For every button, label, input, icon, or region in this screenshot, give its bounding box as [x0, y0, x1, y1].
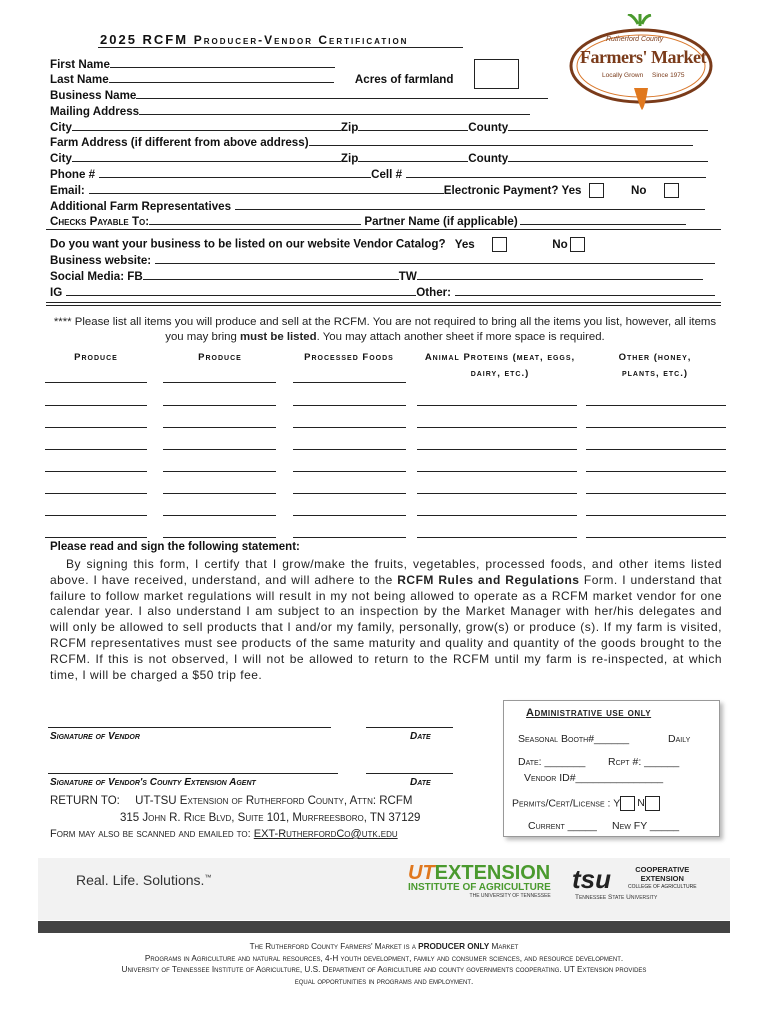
footer-line4: equal opportunities in programs and employment. [294, 976, 474, 986]
last-name-label: Last Name [50, 73, 109, 86]
item-entry-line[interactable] [586, 515, 726, 516]
catalog-no-checkbox[interactable] [570, 237, 585, 252]
footer-line3: University of Tennessee Institute of Agriculture, U.S. Department of Agriculture and county governments cooperating. UT Extension provides [121, 965, 647, 974]
city-row-1 [50, 119, 708, 134]
county-label-2: County [468, 152, 509, 165]
slogan [76, 872, 211, 888]
footer-line1 [38, 941, 730, 953]
item-entry-line[interactable] [163, 427, 276, 428]
zip-field[interactable] [358, 119, 468, 131]
item-entry-line[interactable] [586, 471, 726, 472]
mailing-address-row [50, 103, 530, 118]
business-name-field[interactable] [136, 87, 548, 99]
note-bold: must be listed [240, 331, 317, 343]
acres-box[interactable] [474, 59, 519, 89]
admin-rcpt[interactable]: Rcpt #: ______ [608, 756, 680, 768]
vendor-date-line[interactable] [366, 727, 453, 728]
admin-permits-n-label: N [637, 797, 645, 810]
ut-logo-mark: UT [408, 862, 435, 884]
return-line1: UT-TSU Extension of Rutherford County, Attn: RCFM [135, 795, 413, 807]
agent-date-label: Date [410, 777, 431, 788]
farm-address-label: Farm Address (if different from above address) [50, 136, 309, 149]
item-entry-line[interactable] [293, 515, 406, 516]
agent-signature-line[interactable] [48, 773, 338, 774]
return-to [50, 793, 412, 810]
city-row-2 [50, 150, 708, 165]
item-entry-line[interactable] [45, 471, 147, 472]
note-part1: **** Please list all items you will produce and sell at the RCFM. You are not required to bring all the items you list, however, all items you may bring [53, 316, 717, 343]
item-entry-line[interactable] [417, 493, 577, 494]
checks-payable-field[interactable] [149, 213, 361, 225]
tsu-logo-text [628, 866, 697, 892]
extension-banner [38, 858, 730, 920]
title-year: 2025 RCFM [100, 32, 189, 47]
agent-date-line[interactable] [366, 773, 453, 774]
first-name-field[interactable] [110, 56, 335, 68]
tsu-cooperative: COOPERATIVE [635, 865, 690, 874]
admin-seasonal[interactable]: Seasonal Booth#______ [518, 733, 630, 745]
logo-tag-left: Locally Grown [602, 72, 644, 79]
checks-row [50, 213, 686, 228]
admin-title: Administrative use only [526, 707, 652, 719]
city-label: City [50, 121, 72, 134]
phone-field[interactable] [99, 166, 371, 178]
mailing-address-field[interactable] [139, 103, 530, 115]
admin-permits-y-checkbox[interactable] [620, 796, 635, 811]
logo-tag-right: Since 1975 [652, 72, 685, 79]
phone-label: Phone # [50, 168, 96, 181]
item-entry-line[interactable] [586, 405, 726, 406]
footer-l1b: PRODUCER ONLY [418, 942, 490, 951]
social-tw-field[interactable] [417, 268, 703, 280]
item-entry-line[interactable] [293, 449, 406, 450]
last-name-field[interactable] [109, 71, 334, 83]
tsu-logo-mark: tsu [572, 864, 611, 894]
divider-2b [46, 305, 721, 306]
item-entry-line[interactable] [293, 382, 406, 383]
item-entry-line[interactable] [417, 427, 577, 428]
catalog-question: Do you want your business to be listed on our website Vendor Catalog? [50, 237, 446, 251]
epay-yes-checkbox[interactable] [589, 183, 604, 198]
acres-label: Acres of farmland [354, 73, 454, 86]
item-entry-line[interactable] [163, 382, 276, 383]
cell-label: Cell # [371, 168, 403, 181]
tsu-college: COLLEGE OF AGRICULTURE [628, 884, 697, 890]
electronic-payment-label: Electronic Payment? Yes [443, 184, 582, 197]
admin-permits-n-checkbox[interactable] [645, 796, 660, 811]
slogan-tm: ™ [204, 874, 212, 882]
col-header-animal: Animal Proteins (meat, eggs, dairy, etc.) [424, 352, 576, 379]
item-entry-line[interactable] [586, 537, 726, 538]
county-label: County [468, 121, 509, 134]
item-entry-line[interactable] [45, 427, 147, 428]
item-entry-line[interactable] [417, 537, 577, 538]
title-underline [98, 47, 463, 48]
catalog-row [50, 237, 585, 252]
first-name-label: First Name [50, 58, 110, 71]
admin-permits [512, 796, 660, 811]
footer-l1c: Market [489, 942, 519, 951]
title-rest: Producer-Vendor Certification [193, 33, 409, 47]
vendor-signature-label: Signature of Vendor [50, 731, 140, 742]
ig-field[interactable] [66, 284, 416, 296]
col-header-produce-2: Produce [198, 352, 242, 363]
item-entry-line[interactable] [293, 427, 406, 428]
vendor-date-label: Date [410, 731, 431, 742]
agent-signature-label: Signature of Vendor's County Extension Agent [50, 777, 256, 788]
statement-bold: RCFM Rules and Regulations [397, 572, 580, 587]
logo-word: Farmers' Market [580, 47, 706, 67]
zip-label-2: Zip [340, 152, 359, 165]
item-entry-line[interactable] [163, 471, 276, 472]
website-field[interactable] [155, 252, 715, 264]
col-header-produce-1: Produce [74, 352, 118, 363]
item-entry-line[interactable] [293, 471, 406, 472]
scan-text: Form may also be scanned and emailed to: [50, 828, 254, 840]
ut-logo-institute: INSTITUTE OF AGRICULTURE [408, 882, 551, 893]
ig-row [50, 284, 715, 299]
statement-part1: By signing this form, I certify that I grow/make the fruits, vegetables, processed foods, and other items listed above. I have received, understand, and will adhere to the [50, 557, 722, 587]
catalog-yes-label: Yes [454, 237, 475, 251]
catalog-no-label: No [552, 237, 568, 251]
ut-logo-extension: EXTENSION [434, 862, 551, 884]
social-row [50, 268, 703, 283]
admin-date[interactable]: Date: _______ [518, 756, 586, 768]
page-title [100, 32, 408, 47]
item-entry-line[interactable] [293, 537, 406, 538]
ig-label: IG [50, 286, 63, 299]
item-entry-line[interactable] [45, 449, 147, 450]
vendor-signature-line[interactable] [48, 727, 331, 728]
item-entry-line[interactable] [586, 493, 726, 494]
additional-reps-row [50, 198, 705, 213]
city-field-2[interactable] [72, 150, 341, 162]
email-link[interactable]: EXT-RutherfordCo@utk.edu [253, 828, 398, 840]
footer-line2: Programs in Agriculture and natural resources, 4-H youth development, family and consumer sciences, and resource development. [144, 953, 624, 963]
checks-payable-label: Checks Payable To: [50, 215, 150, 228]
admin-permits-label: Permits/Cert/License : Y [512, 797, 621, 810]
epay-no-label: No [630, 184, 647, 197]
item-entry-line[interactable] [293, 493, 406, 494]
item-entry-line[interactable] [45, 493, 147, 494]
cell-field[interactable] [406, 166, 706, 178]
statement-part2: Form. I understand that failure to follow market regulations will result in my not being allowed to operate as a RCFM market vendor for one calendar year. I also understand I am subject to an inspection by the Market Manager with her/his delegates and will only be allowed to sell products that I and/or my family, personally, grow(s) or produce (s). If my farm is visited, RCFM representatives must see products of the same maturity and quality and quantity of the goods brought to the RCFM. If this is not observed, I will not be allowed to return to the RCFM until my farm is re-inspected, at which time, I will be charged a $50 trip fee. [50, 572, 723, 682]
item-entry-line[interactable] [417, 449, 577, 450]
mailing-address-label: Mailing Address [50, 105, 140, 118]
item-entry-line[interactable] [293, 405, 406, 406]
item-entry-line[interactable] [45, 405, 147, 406]
item-entry-line[interactable] [45, 537, 147, 538]
county-field-2[interactable] [508, 150, 708, 162]
admin-daily[interactable]: Daily [668, 733, 691, 745]
item-entry-line[interactable] [45, 515, 147, 516]
epay-no-checkbox[interactable] [664, 183, 679, 198]
website-row [50, 252, 715, 267]
farmers-market-logo [566, 14, 716, 104]
item-entry-line[interactable] [163, 493, 276, 494]
footer-text [38, 941, 730, 987]
email-field[interactable] [89, 182, 444, 194]
additional-reps-field[interactable] [235, 198, 705, 210]
ut-logo-university: THE UNIVERSITY OF TENNESSEE [469, 893, 551, 899]
item-entry-line[interactable] [163, 405, 276, 406]
business-name-row [50, 87, 548, 102]
admin-box [503, 700, 720, 837]
item-entry-line[interactable] [417, 471, 577, 472]
phone-row [50, 166, 706, 181]
return-label: RETURN TO: [50, 795, 120, 807]
item-entry-line[interactable] [586, 449, 726, 450]
email-label: Email: [50, 184, 85, 197]
social-fb-label: Social Media: FB [50, 270, 143, 283]
footer-bar [38, 921, 730, 933]
email-row [50, 182, 679, 198]
item-entry-line[interactable] [163, 515, 276, 516]
statement-text [50, 557, 722, 683]
ut-extension-logo [408, 862, 551, 899]
website-label: Business website: [50, 254, 152, 267]
scan-line [50, 826, 398, 843]
logo-line1: Rutherford County [606, 36, 664, 43]
statement-heading: Please read and sign the following statement: [50, 541, 300, 553]
catalog-yes-checkbox[interactable] [492, 237, 507, 252]
zip-label: Zip [340, 121, 359, 134]
divider-1 [46, 229, 721, 230]
item-entry-line[interactable] [45, 382, 147, 383]
social-tw-label: TW [398, 270, 417, 283]
last-name-row [50, 71, 453, 86]
item-entry-line[interactable] [417, 405, 577, 406]
note-part2: . You may attach another sheet if more space is required. [316, 331, 605, 343]
farm-address-field[interactable] [309, 134, 693, 146]
social-fb-field[interactable] [143, 268, 399, 280]
item-entry-line[interactable] [163, 449, 276, 450]
col-header-processed: Processed Foods [304, 352, 394, 363]
item-entry-line[interactable] [586, 427, 726, 428]
city-label-2: City [50, 152, 72, 165]
tsu-extension-logo [572, 864, 611, 895]
item-entry-line[interactable] [163, 537, 276, 538]
partner-name-field[interactable] [520, 213, 686, 225]
partner-name-label: Partner Name (if applicable) [364, 215, 518, 228]
business-name-label: Business Name [50, 89, 137, 102]
admin-new-fy[interactable]: New FY _____ [612, 820, 680, 832]
admin-vendor-id[interactable]: Vendor ID#_______________ [524, 772, 664, 784]
zip-field-2[interactable] [358, 150, 468, 162]
tsu-university: Tennessee State University [575, 894, 658, 901]
additional-reps-label: Additional Farm Representatives [50, 200, 232, 213]
divider-2 [46, 302, 721, 303]
admin-current[interactable]: Current _____ [528, 820, 597, 832]
farm-address-row [50, 134, 693, 149]
items-note [50, 315, 720, 345]
slogan-text: Real. Life. Solutions. [76, 872, 205, 888]
tsu-extension: EXTENSION [640, 873, 684, 883]
other-social-field[interactable] [455, 284, 715, 296]
item-entry-line[interactable] [417, 515, 577, 516]
footer-l1a: The Rutherford County Farmers' Market is a [249, 942, 419, 951]
col-header-other: Other (honey, plants, etc.) [618, 352, 692, 379]
return-line2: 315 John R. Rice Blvd, Suite 101, Murfreesboro, TN 37129 [120, 812, 421, 824]
other-social-label: Other: [416, 286, 452, 299]
first-name-row [50, 56, 335, 71]
city-field[interactable] [72, 119, 341, 131]
county-field[interactable] [508, 119, 708, 131]
